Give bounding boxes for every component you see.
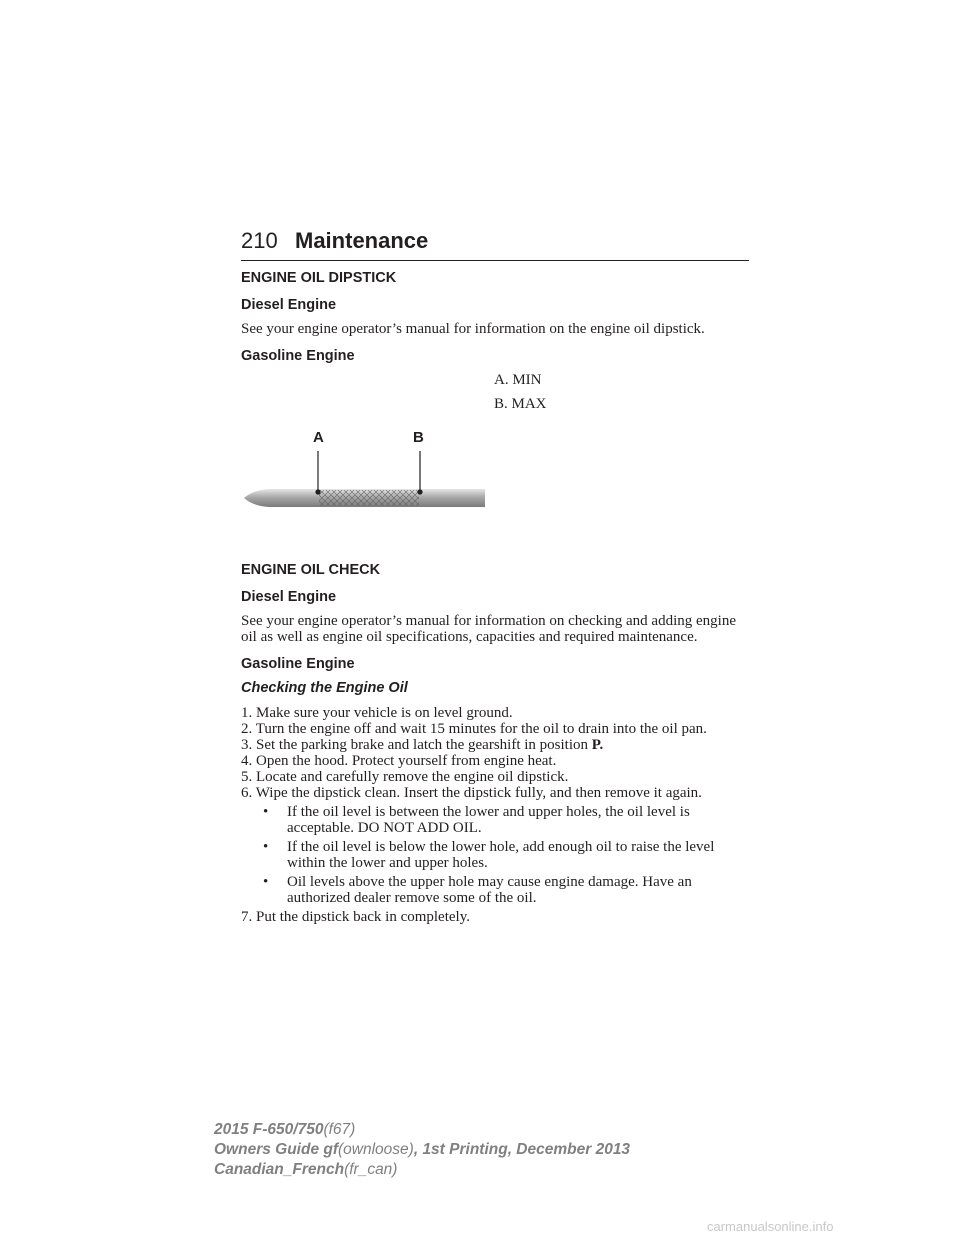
step-2: 2. Turn the engine off and wait 15 minutes for the oil to drain into the oil pan. — [241, 721, 707, 737]
footer-locale: Canadian_French — [214, 1161, 345, 1178]
figure-legend — [494, 372, 547, 420]
step-3-text: 3. Set the parking brake and latch the gearshift in position — [241, 737, 588, 753]
gear-position: P. — [591, 737, 604, 753]
oil-level-bullets — [241, 804, 751, 906]
dipstick-diesel-text: See your engine operator’s manual for information on the engine oil dipstick. — [241, 321, 705, 337]
step-3 — [241, 737, 751, 753]
footer-model-code: (f67) — [323, 1121, 356, 1138]
legend-item-min: A. MIN — [494, 372, 542, 388]
bullet-glyph: • — [263, 874, 269, 890]
step-5: 5. Locate and carefully remove the engine oil dipstick. — [241, 769, 569, 785]
marker-max — [417, 489, 422, 494]
bullet-glyph: • — [263, 839, 269, 855]
dipstick-title: ENGINE OIL DIPSTICK — [241, 270, 397, 286]
step-1: 1. Make sure your vehicle is on level ground. — [241, 705, 513, 721]
bullet-item: • Oil levels above the upper hole may cause engine damage. Have an authorized dealer remove some of the oil. — [263, 874, 692, 906]
step-4: 4. Open the hood. Protect yourself from engine heat. — [241, 753, 557, 769]
check-diesel-heading: Diesel Engine — [241, 589, 337, 605]
page-footer — [214, 1120, 630, 1180]
page-header — [241, 228, 749, 261]
page-content — [241, 270, 751, 925]
bullet-item: • If the oil level is between the lower and upper holes, the oil level is acceptable. DO NOT ADD OIL. — [263, 804, 690, 836]
footer-printing: , 1st Printing, December 2013 — [413, 1141, 631, 1158]
final-step-list — [241, 909, 751, 925]
marker-min — [315, 489, 320, 494]
check-gasoline-heading: Gasoline Engine — [241, 656, 355, 672]
dipstick-figure — [241, 372, 751, 562]
bullet-item: • If the oil level is below the lower hole, add enough oil to raise the level within the lower and upper holes. — [263, 839, 715, 871]
step-6: 6. Wipe the dipstick clean. Insert the dipstick fully, and then remove it again. — [241, 785, 702, 801]
callout-a: A — [313, 429, 324, 446]
dipstick-gasoline-heading: Gasoline Engine — [241, 348, 355, 364]
dipstick-diesel-heading: Diesel Engine — [241, 297, 337, 313]
bullet-glyph: • — [263, 804, 269, 820]
dipstick-illustration — [241, 417, 491, 507]
callout-b: B — [413, 429, 424, 446]
step-7: 7. Put the dipstick back in completely. — [241, 909, 470, 925]
section-title: Maintenance — [295, 228, 429, 253]
steps-list — [241, 705, 751, 801]
footer-model: 2015 F-650/750 — [214, 1121, 324, 1138]
check-diesel-text: See your engine operator’s manual for information on checking and adding engine oil as well as engine oil specifications, capacities and required maintenance. — [241, 613, 736, 645]
footer-locale-code: (fr_can) — [344, 1161, 398, 1178]
dipstick-hatch-area — [319, 490, 419, 506]
footer-guide: Owners Guide gf — [214, 1141, 339, 1158]
legend-item-max: B. MAX — [494, 396, 547, 412]
check-title: ENGINE OIL CHECK — [241, 562, 381, 578]
footer-guide-code: (ownloose) — [338, 1141, 414, 1158]
check-subheading: Checking the Engine Oil — [241, 680, 408, 696]
watermark: carmanualsonline.info — [707, 1219, 834, 1234]
page-number: 210 — [241, 228, 278, 253]
